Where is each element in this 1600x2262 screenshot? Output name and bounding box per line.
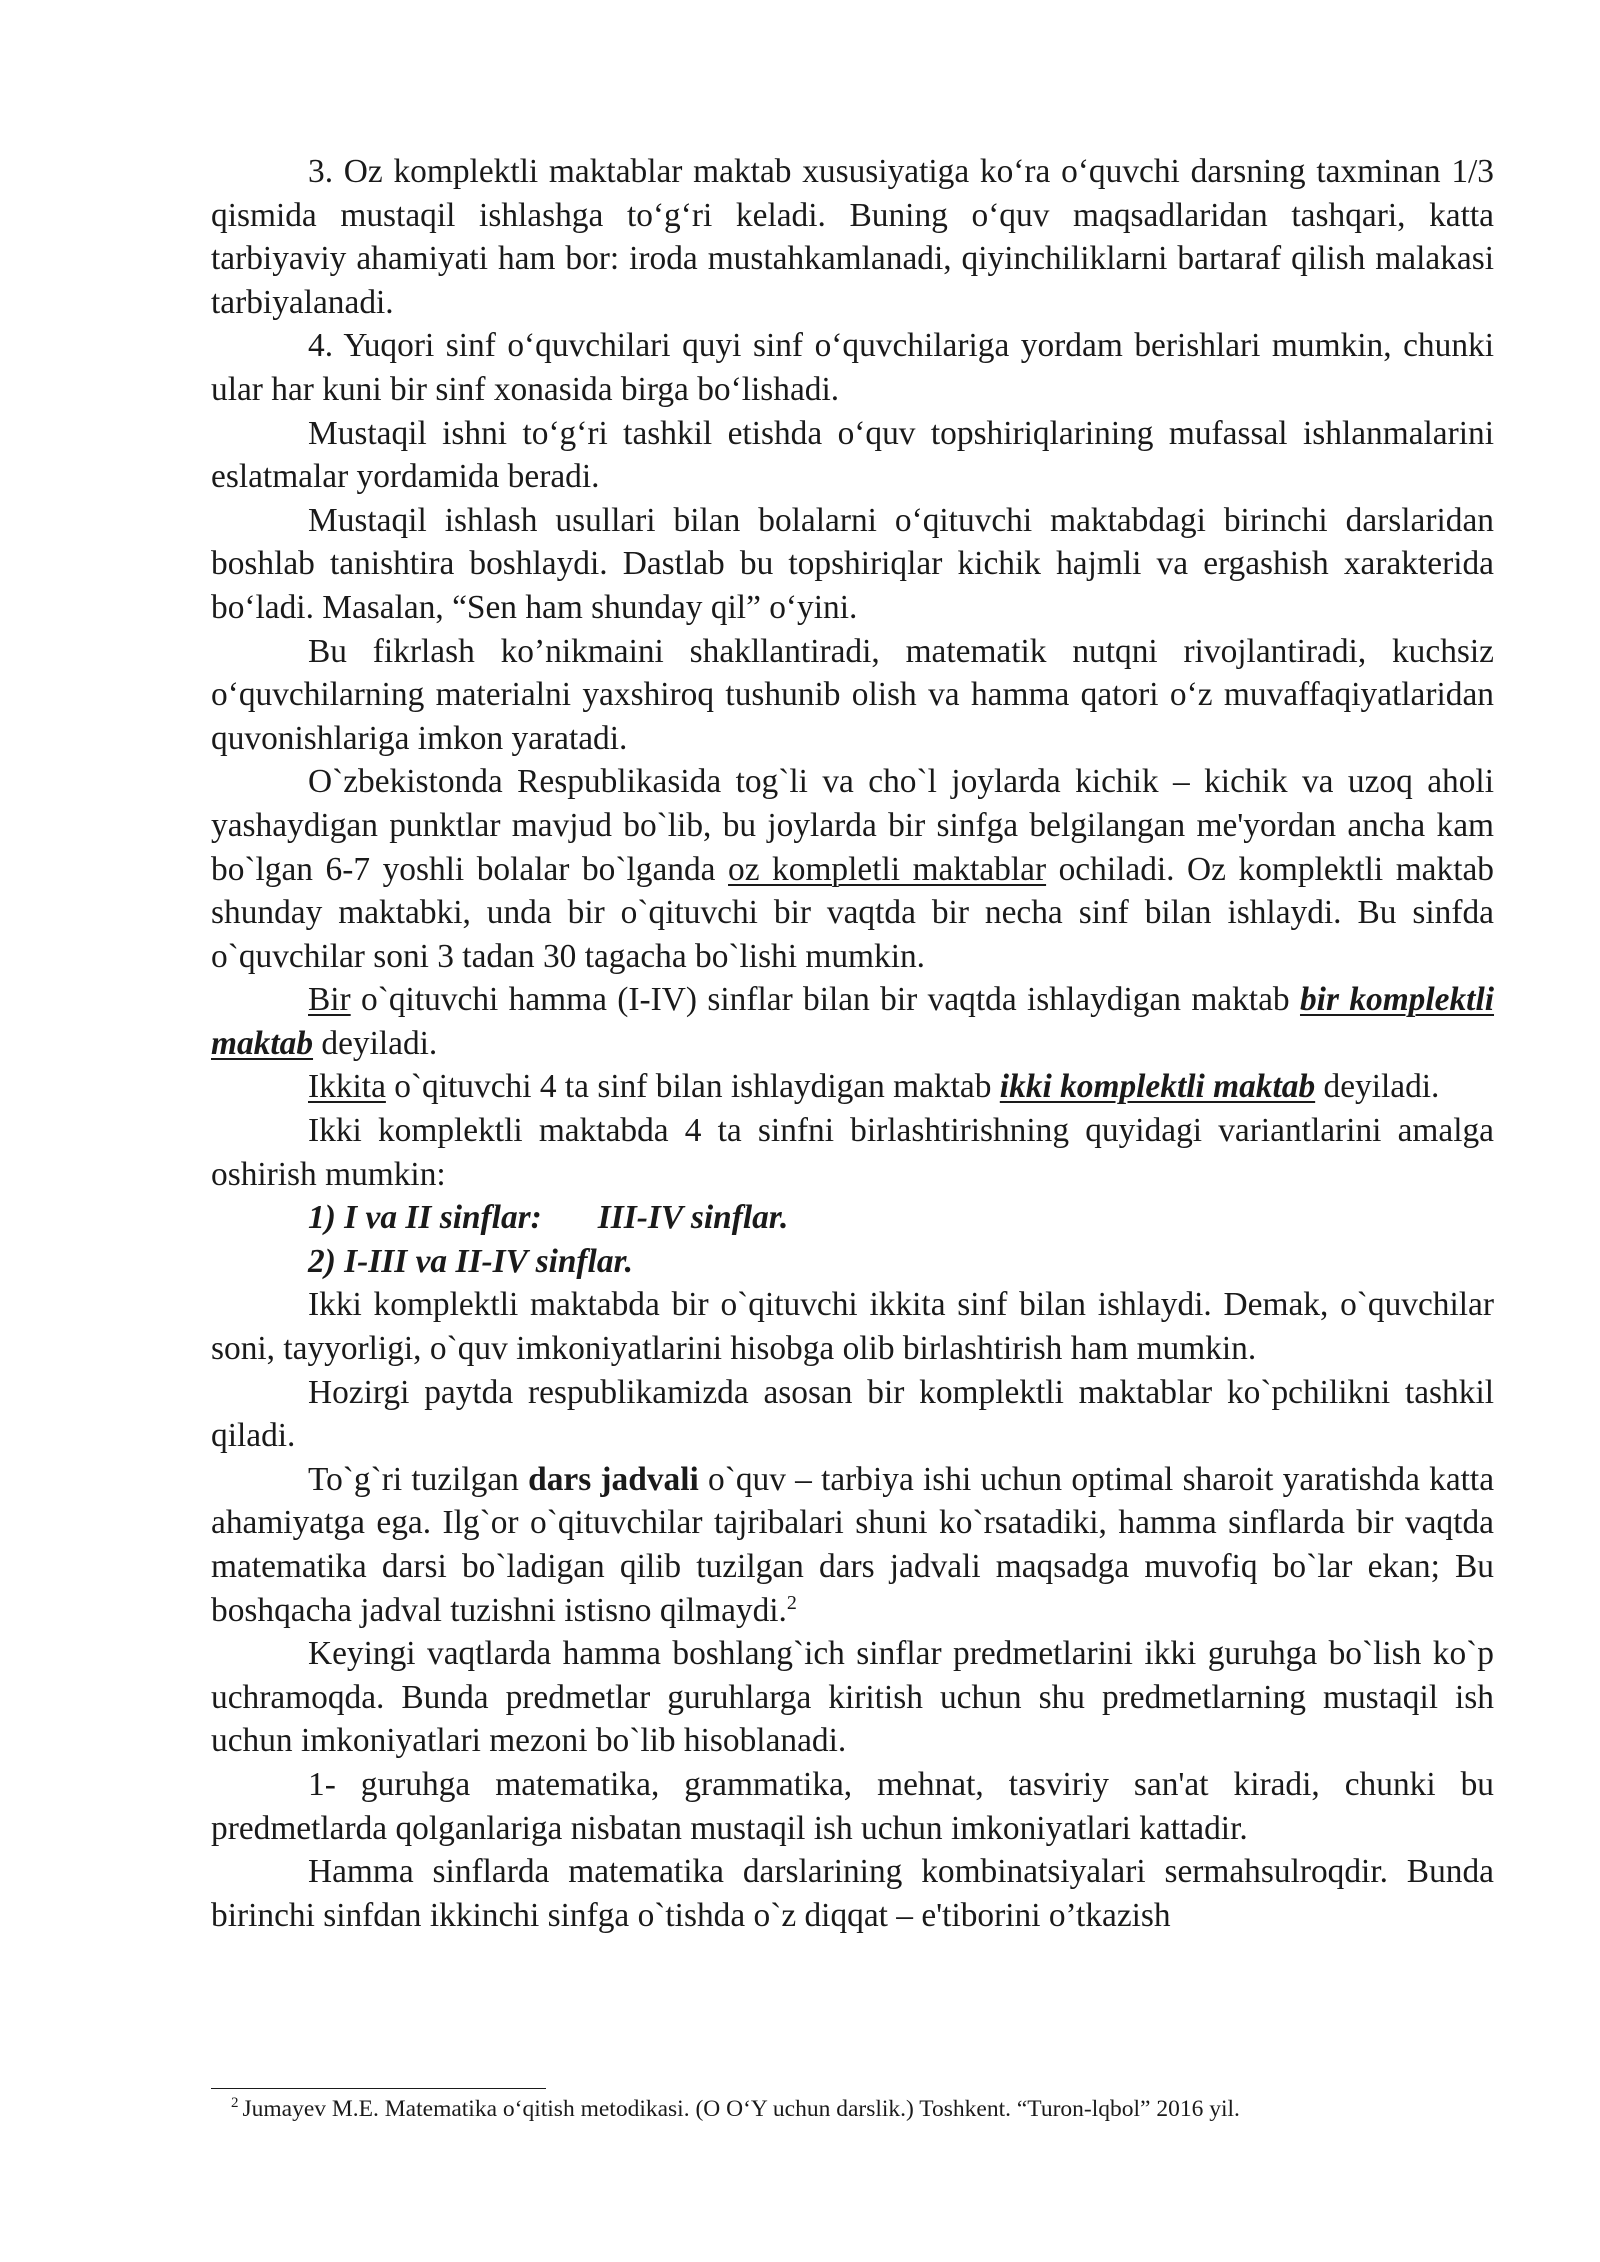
footnote-text: Jumayev M.E. Matematika o‘qitish metodikasi. (O O‘Y uchun darslik.) Toshkent. “Turon-lqbol” 2016 yil. bbox=[242, 2096, 1240, 2122]
footnote-number: 2 bbox=[231, 2095, 239, 2112]
list-item-1-part-b: III-IV sinflar. bbox=[597, 1199, 789, 1237]
paragraph-14: 1- guruhga matematika, grammatika, mehnat, tasviriy san'at kiradi, chunki bu predmetlarda qolganlariga nisbatan mustaqil ish uchun imkoniyatlari kattadir. bbox=[211, 1765, 1494, 1847]
underlined-word: Ikkita bbox=[308, 1068, 386, 1106]
paragraph-2: 4. Yuqori sinf o‘quvchilari quyi sinf o‘quvchilariga yordam berishlari mumkin, chunki ular har kuni bir sinf xonasida birga bo‘lishadi. bbox=[211, 327, 1494, 408]
term-dars-jadvali: dars jadvali bbox=[528, 1460, 699, 1498]
paragraph-8-text-b: deyiladi. bbox=[1315, 1068, 1440, 1106]
paragraph-10: Ikki komplektli maktabda bir o`qituvchi ikkita sinf bilan ishlaydi. Demak, o`quvchilar soni, tayyorligi, o`quv imkoniyatlarini hisobga olib birlashtirish ham mumkin. bbox=[211, 1286, 1494, 1368]
paragraph-7-text-a: o`qituvchi hamma (I-IV) sinflar bilan bir vaqtda ishlaydigan maktab bbox=[350, 981, 1300, 1019]
list-item-1 bbox=[211, 1196, 1494, 1240]
paragraph-6-text-b: ochiladi. Oz komplektli maktab shunday maktabki, unda bir o`qituvchi bir vaqtda bir necha sinf bilan ishlaydi. Bu sinfda o`quvchilar soni 3 tadan 30 tagacha bo`lishi mumkin. bbox=[211, 850, 1494, 975]
paragraph-5: Bu fikrlash ko’nikmaini shakllantiradi, matematik nutqni rivojlantiradi, kuchsiz o‘quvchilarning materialni yaxshiroq tushunib olish va hamma qatori o‘z muvaffaqiyatlaridan quvonishlariga imkon yaratadi. bbox=[211, 632, 1494, 757]
paragraph-7-text-b: deyiladi. bbox=[313, 1024, 438, 1062]
document-body bbox=[211, 150, 1494, 1937]
paragraph-6-text-a: O`zbekistonda Respublikasida tog`li va cho`l joylarda kichik – kichik va uzoq aholi yashaydigan punktlar mavjud bo`lib, bu joylarda bir sinfga belgilangan me'yordan ancha kam bo`lgan 6-7 yoshli bolalar bo`lganda bbox=[211, 763, 1494, 888]
paragraph-1: 3. Oz komplektli maktablar maktab xususiyatiga ko‘ra o‘quvchi darsning taxminan 1/3 qismida mustaqil ishlashga to‘g‘ri keladi. Buning o‘quv maqsadlaridan tashqari, katta tarbiyaviy ahamiyati ham bor: iroda mustahkamlanadi, qiyinchiliklarni bartaraf qilish malakasi tarbiyalanadi. bbox=[211, 153, 1494, 321]
paragraph-6 bbox=[211, 760, 1494, 978]
paragraph-3: Mustaqil ishni to‘g‘ri tashkil etishda o‘quv topshiriqlarining mufassal ishlanmalarini eslatmalar yordamida beradi. bbox=[211, 414, 1494, 496]
underlined-word: Bir bbox=[308, 981, 351, 1019]
term-bir-komplektli-maktab: bir komplektli maktab bbox=[211, 981, 1495, 1062]
footnote-separator bbox=[211, 2088, 546, 2089]
paragraph-12-text-b: o`quv – tarbiya ishi uchun optimal sharoit yaratishda katta ahamiyatga ega. Ilg`or o`qituvchilar tajribalari shuni ko`rsatadiki, hamma sinflarda bir vaqtda matematika darsi bo`ladigan qilib tuzilgan dars jadvali maqsadga muvofiq bo`lar ekan; Bu boshqacha jadval tuzishni istisno qilmaydi. bbox=[211, 1460, 1495, 1629]
paragraph-13: Keyingi vaqtlarda hamma boshlang`ich sinflar predmetlarini ikki guruhga bo`lish ko`p uchramoqda. Bunda predmetlar guruhlarga kiritish uchun shu predmetlarning mustaqil ish uchun imkoniyatlari mezoni bo`lib hisoblanadi. bbox=[211, 1635, 1494, 1760]
paragraph-7 bbox=[211, 978, 1494, 1065]
paragraph-9: Ikki komplektli maktabda 4 ta sinfni birlashtirishning quyidagi variantlarini amalga oshirish mumkin: bbox=[211, 1112, 1494, 1193]
underlined-term: oz kompletli maktablar bbox=[728, 850, 1047, 888]
paragraph-4: Mustaqil ishlash usullari bilan bolalarni o‘qituvchi maktabdagi birinchi darslaridan boshlab tanishtira boshlaydi. Dastlab bu topshiriqlar kichik hajmli va ergashish xarakterida bo‘ladi. Masalan, “Sen ham shunday qil” o‘yini. bbox=[211, 501, 1494, 626]
term-ikki-komplektli-maktab: ikki komplektli maktab bbox=[999, 1068, 1316, 1106]
footnote bbox=[231, 2094, 1491, 2124]
paragraph-8-text-a: o`qituvchi 4 ta sinf bilan ishlaydigan maktab bbox=[385, 1068, 1000, 1106]
paragraph-11: Hozirgi paytda respublikamizda asosan bir komplektli maktablar ko`pchilikni tashkil qiladi. bbox=[211, 1373, 1494, 1455]
list-item-2: 2) I-III va II-IV sinflar. bbox=[308, 1242, 634, 1280]
list-item-1-part-a: 1) I va II sinflar: bbox=[308, 1199, 542, 1237]
paragraph-12-text-a: To`g`ri tuzilgan bbox=[308, 1460, 529, 1498]
paragraph-15: Hamma sinflarda matematika darslarining kombinatsiyalari sermahsulroqdir. Bunda birinchi sinfdan ikkinchi sinfga o`tishda o`z diqqat – e'tiborini o’tkazish bbox=[211, 1853, 1494, 1934]
paragraph-8 bbox=[211, 1065, 1494, 1109]
footnote-reference: 2 bbox=[786, 1591, 797, 1614]
paragraph-12 bbox=[211, 1458, 1494, 1632]
